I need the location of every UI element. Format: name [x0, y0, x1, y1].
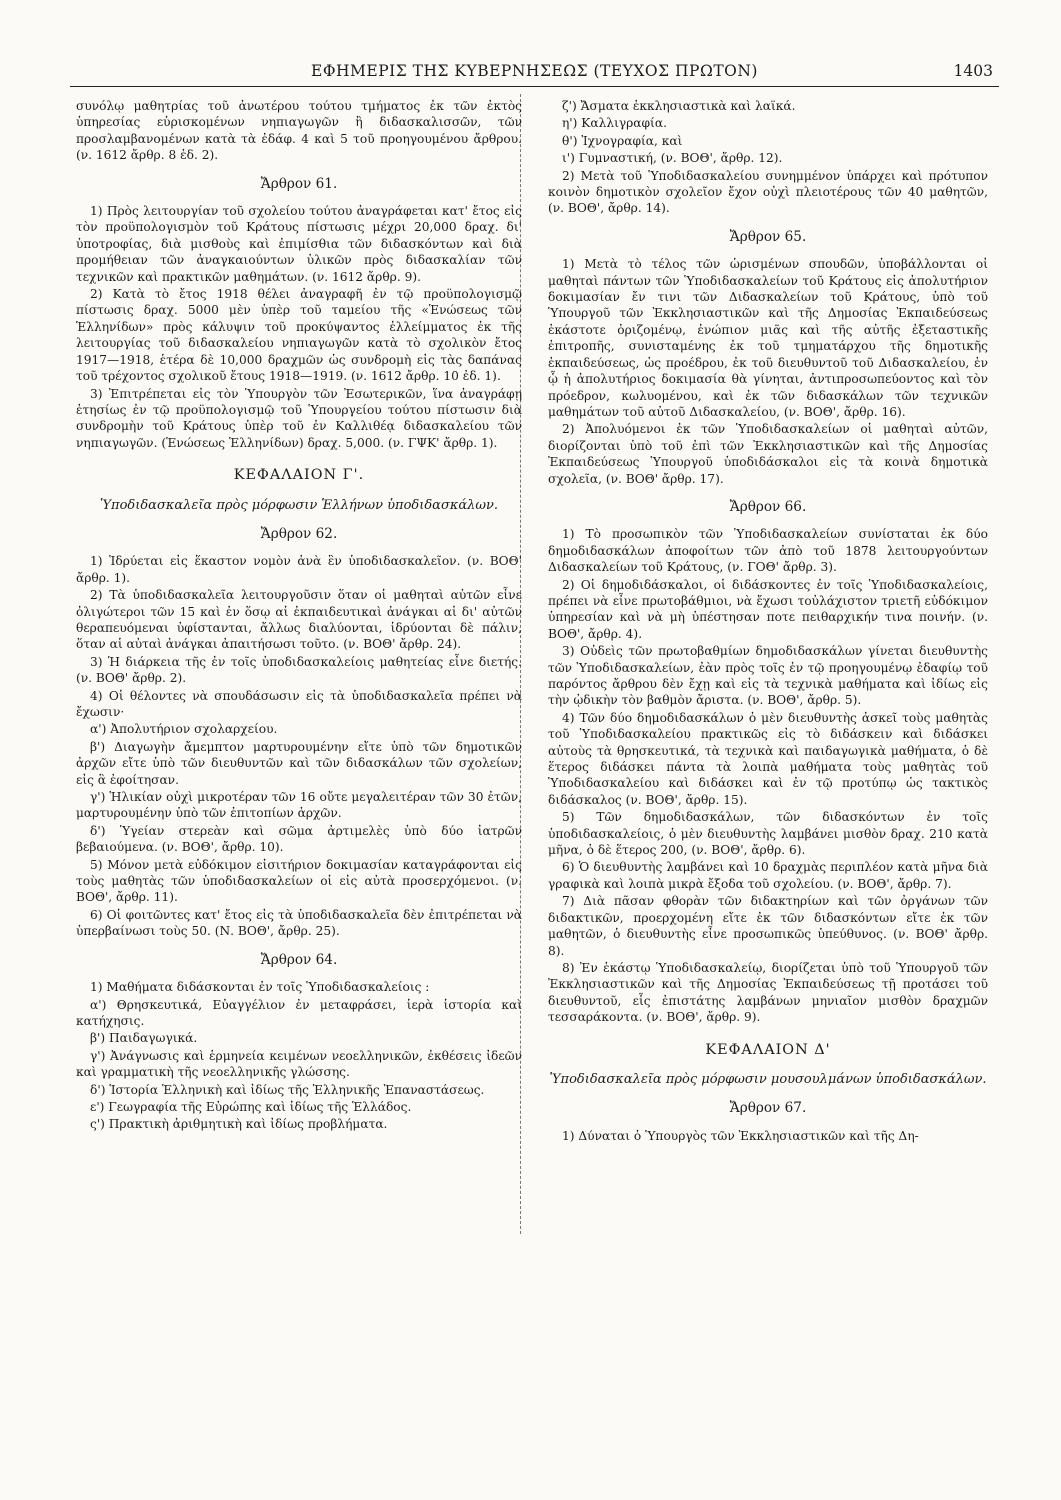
list-item: γ') Ἀνάγνωσις καὶ ἑρμηνεία κειμένων νεοελληνικῶν, ἐκθέσεις ἰδεῶν καὶ γραμματικὴ τῆς νεοελληνικῆς γλώσσης.: [76, 1048, 522, 1080]
article-heading: Ἄρθρον 61.: [260, 175, 338, 192]
paragraph: 3) Ἡ διάρκεια τῆς ἐν τοῖς ὑποδιδασκαλείοις μαθητείας εἶνε διετής. (ν. ΒΟΘ' ἄρθρ. 2).: [76, 654, 522, 686]
list-item: ζ') Ἄσματα ἐκκλησιαστικὰ καὶ λαϊκά.: [562, 99, 796, 113]
paragraph: 1) Μετὰ τὸ τέλος τῶν ὡρισμένων σπουδῶν, ὑποβάλλονται οἱ μαθηταὶ πάντων τῶν Ὑποδιδασκαλείων τοῦ Κράτους εἰς ἀπολυτήριον δοκιμασίαν ἔν τινι τῶν Διδασκαλείων τοῦ Κράτους, ὑπὸ τοῦ Ὑπουργοῦ τῶν Ἐκκλησιαστικῶν καὶ τῆς Δημοσίας Ἐκπαιδεύσεως ἑκάστοτε ὁριζομένῳ, ἐνώπιον μιᾶς καὶ τῆς αὐτῆς ἐξεταστικῆς ἐπιτροπῆς, συνισταμένης ἐκ τοῦ τμηματάρχου τῆς δημοτικῆς ἐκπαιδεύσεως, ὡς προέδρου, ἐκ τοῦ διευθυντοῦ τοῦ Διδασκαλείου, ἐν ᾧ ἡ ἀπολυτήριος δοκιμασία θὰ γίνηται, ἀντιπροσωπεύοντος καὶ τὸν πρόεδρον, κωλυομένου, καὶ ἐκ τῶν διδασκάλων τῶν τεχνικῶν μαθημάτων τοῦ αὐτοῦ Διδασκαλείου, (ν. ΒΟΘ', ἄρθρ. 16).: [548, 257, 988, 419]
list-item: α') Ἀπολυτήριον σχολαρχείου.: [90, 722, 278, 737]
paragraph: 3) Ἐπιτρέπεται εἰς τὸν Ὑπουργὸν τῶν Ἐσωτερικῶν, ἵνα ἀναγράφῃ ἐτησίως ἐν τῷ προϋπολογισμῷ τοῦ Ὑπουργείου τούτου πίστωσιν διὰ συνδρομὴν τοῦ Κράτους ὑπὲρ τοῦ ἐν Καλλιθέᾳ διδασκαλείου τῶν νηπιαγωγῶν. (Ἑνώσεως Ἑλληνίδων) δραχ. 5,000. (ν. ΓΨΚ' ἄρθρ. 1).: [76, 386, 522, 450]
paragraph: 4) Οἱ θέλοντες νὰ σπουδάσωσιν εἰς τὰ ὑποδιδασκαλεῖα πρέπει νὰ ἔχωσιν·: [76, 688, 522, 719]
paragraph: 1) Δύναται ὁ Ὑπουργὸς τῶν Ἐκκλησιαστικῶν καὶ τῆς Δη-: [562, 1128, 919, 1143]
paragraph: 3) Οὐδεὶς τῶν πρωτοβαθμίων δημοδιδασκάλων γίνεται διευθυντὴς τῶν Ὑποδιδασκαλείων, ἐὰν πρὸς τοῖς ἐν τῷ προηγουμένῳ ἐδαφίῳ τοῦ παρόντος ἄρθρου δὲν ἔχῃ καὶ εἰς τὰ τεχνικὰ μαθήματα καὶ ἰδίως εἰς τὴν ᾠδικὴν τὸν βαθμὸν ἄριστα. (ν. ΒΟΘ', ἄρθρ. 5).: [548, 644, 988, 708]
paragraph: 4) Τῶν δύο δημοδιδασκάλων ὁ μὲν διευθυντὴς ἀσκεῖ τοὺς μαθητὰς τοῦ Ὑποδιδασκαλείου πρακτικῶς εἰς τὸ διδάσκειν καὶ διδάσκει αὐτοὺς τὰ θρησκευτικά, τὰ τεχνικὰ καὶ παιδαγωγικὰ μαθήματα, ὁ δὲ ἕτερος διδάσκει πάντα τὰ λοιπὰ μαθήματα τοὺς μαθητὰς τοῦ Ὑποδιδασκαλείου καὶ διδάσκει καὶ ἐν τῷ προτύπῳ ὡς τακτικὸς διδάσκαλος (ν. ΒΟΘ', ἄρθρ. 15).: [548, 710, 988, 807]
chapter-subtitle: Ὑποδιδασκαλεῖα πρὸς μόρφωσιν μουσουλμάνων ὑποδιδασκάλων.: [549, 1071, 987, 1087]
paragraph: 6) Οἱ φοιτῶντες κατ' ἔτος εἰς τὰ ὑποδιδασκαλεῖα δὲν ἐπιτρέπεται νὰ ὑπερβαίνωσι τοὺς 50. (Ν. ΒΟΘ', ἄρθρ. 25).: [76, 907, 522, 939]
chapter-heading: ΚΕΦΑΛΑΙΟΝ Γ'.: [233, 467, 365, 484]
paragraph: 1) Ἱδρύεται εἰς ἕκαστον νομὸν ἀνὰ ἓν ὑποδιδασκαλεῖον. (ν. ΒΟΘ' ἄρθρ. 1).: [76, 554, 522, 585]
list-item: δ') Ὑγείαν στερεὰν καὶ σῶμα ἀρτιμελὲς ὑπὸ δύο ἰατρῶν βεβαιούμενα. (ν. ΒΟΘ', ἄρθρ. 10).: [76, 823, 522, 855]
paragraph: 2) Μετὰ τοῦ Ὑποδιδασκαλείου συνημμένον ὑπάρχει καὶ πρότυπον κοινὸν δημοτικὸν σχολεῖον ἔχον οὐχὶ πλειοτέρους τῶν 40 μαθητῶν, (ν. ΒΟΘ', ἄρθρ. 14).: [548, 168, 988, 216]
article-heading: Ἄρθρον 65.: [729, 228, 807, 245]
paragraph: συνόλῳ μαθητρίας τοῦ ἀνωτέρου τούτου τμήματος ἐκ τῶν ἐκτὸς ὑπηρεσίας εὑρισκομένων νηπιαγωγῶν ἢ διδασκαλισσῶν, τῶν προσλαμβανομένων κατὰ τὰ ἐδάφ. 4 καὶ 5 τοῦ προηγουμένου ἄρθρου. (ν. 1612 ἄρθρ. 8 ἐδ. 2).: [76, 99, 522, 163]
paragraph: 2) Τὰ ὑποδιδασκαλεῖα λειτουργοῦσιν ὅταν οἱ μαθηταὶ αὐτῶν εἶνε ὀλιγώτεροι τῶν 15 καὶ ἐν ὅσῳ αἱ ἐκπαιδευτικαὶ ἀνάγκαι αἱ δι' αὐτῶν θεραπευόμεναι ὑφίστανται, ἄλλως διαλύονται, ἱδρύονται δὲ πάλιν, ὅταν αἱ αὐταὶ ἀνάγκαι ἀπαιτήσωσι τοῦτο. (ν. ΒΟΘ' ἄρθρ. 24).: [76, 588, 522, 652]
list-item: α') Θρησκευτικά, Εὐαγγέλιον ἐν μεταφράσει, ἱερὰ ἱστορία καὶ κατήχησις.: [76, 997, 522, 1028]
list-item: γ') Ἡλικίαν οὐχὶ μικροτέραν τῶν 16 οὔτε μεγαλειτέραν τῶν 30 ἐτῶν, μαρτυρουμένην ὑπὸ τῶν ἐπιτοπίων ἀρχῶν.: [76, 790, 522, 821]
paragraph: 5) Τῶν δημοδιδασκάλων, τῶν διδασκόντων ἐν τοῖς ὑποδιδασκαλείοις, ὁ μὲν διευθυντὴς λαμβάνει μισθὸν δραχ. 210 κατὰ μῆνα, ὁ δὲ ἕτερος 200, (ν. ΒΟΘ', ἄρθρ. 6).: [548, 810, 988, 858]
gazette-title: ΕΦΗΜΕΡΙΣ ΤΗΣ ΚΥΒΕΡΝΗΣΕΩΣ (ΤΕΥΧΟΣ ΠΡΩΤΟΝ): [311, 62, 758, 80]
paragraph: 2) Κατὰ τὸ ἔτος 1918 θέλει ἀναγραφῆ ἐν τῷ προϋπολογισμῷ πίστωσις δραχ. 5000 μὲν ὑπὲρ τοῦ ταμείου τῆς «Ἑνώσεως τῶν Ἑλληνίδων» πρὸς κάλυψιν τοῦ προκύψαντος ἐλλείμματος ἐκ τῆς λειτουργίας τοῦ διδασκαλείου νηπιαγωγῶν κατὰ τὸ σχολικὸν ἔτος 1917—1918, ἑτέρα δὲ 10,000 δραχμῶν ὡς συνδρομὴ εἰς τὰς δαπάνας τοῦ τρέχοντος σχολικοῦ ἔτους 1918—1919. (ν. 1612 ἄρθρ. 10 ἐδ. 1).: [76, 287, 522, 384]
paragraph: 1) Μαθήματα διδάσκονται ἐν τοῖς Ὑποδιδασκαλείοις :: [90, 980, 430, 995]
article-heading: Ἄρθρον 67.: [729, 1100, 807, 1117]
page-number: 1403: [953, 62, 993, 80]
paragraph: 8) Ἐν ἑκάστῳ Ὑποδιδασκαλείῳ, διορίζεται ὑπὸ τοῦ Ὑπουργοῦ τῶν Ἐκκλησιαστικῶν καὶ τῆς Δημοσίας Ἐκπαιδεύσεως τῇ προτάσει τοῦ διευθυντοῦ, εἷς ἐπιστάτης λαμβάνων μηνιαῖον μισθὸν δραχμῶν τεσσαράκοντα. (ν. ΒΟΘ', ἄρθρ. 9).: [548, 960, 988, 1025]
right-column: [548, 98, 988, 1145]
article-heading: Ἄρθρον 64.: [260, 951, 338, 968]
list-item: ς') Πρακτικὴ ἀριθμητικὴ καὶ ἰδίως προβλήματα.: [90, 1117, 388, 1132]
paragraph: 2) Οἱ δημοδιδάσκαλοι, οἱ διδάσκοντες ἐν τοῖς Ὑποδιδασκαλείοις, πρέπει νὰ εἶνε πρωτοβάθμιοι, νὰ ἔχωσι τοὐλάχιστον τριετῆ εὐδόκιμον ὑπηρεσίαν καὶ νὰ μὴ ὑπέστησαν ποτε πειθαρχικήν τινα ποινήν. (ν. ΒΟΘ', ἄρθρ. 4).: [548, 577, 988, 641]
paragraph: 5) Μόνον μετὰ εὐδόκιμον εἰσιτήριον δοκιμασίαν καταγράφονται εἰς τοὺς μαθητὰς τῶν ὑποδιδασκαλείων οἱ εἰς αὐτὰ προσερχόμενοι. (ν. ΒΟΘ', ἄρθρ. 11).: [76, 857, 522, 905]
article-heading: Ἄρθρον 62.: [260, 525, 338, 542]
paragraph: 1) Τὸ προσωπικὸν τῶν Ὑποδιδασκαλείων συνίσταται ἐκ δύο δημοδιδασκάλων ἀποφοίτων τῶν ἀπὸ τοῦ 1878 λειτουργούντων Διδασκαλείων τοῦ Κράτους, (ν. ΓΟΘ' ἄρθρ. 3).: [548, 527, 988, 575]
list-item: η') Καλλιγραφία.: [562, 116, 667, 131]
article-heading: Ἄρθρον 66.: [729, 498, 807, 515]
paragraph: 2) Ἀπολυόμενοι ἐκ τῶν Ὑποδιδασκαλείων οἱ μαθηταὶ αὐτῶν, διορίζονται ὑπὸ τοῦ ἐπὶ τῶν Ἐκκλησιαστικῶν καὶ τῆς Δημοσίας Ἐκπαιδεύσεως Ὑπουργοῦ ὑποδιδάσκαλοι εἰς τὰ κοινὰ δημοτικὰ σχολεῖα, (ν. ΒΟΘ' ἄρθρ. 17).: [548, 422, 988, 486]
list-item: θ') Ἰχνογραφία, καὶ: [562, 133, 683, 148]
list-item: β') Διαγωγὴν ἄμεμπτον μαρτυρουμένην εἴτε ὑπὸ τῶν δημοτικῶν ἀρχῶν εἴτε ὑπὸ τῶν διευθυντῶν καὶ τῶν διδασκάλων τῶν σχολείων, εἰς ἃ ἐφοίτησαν.: [76, 739, 522, 787]
list-item: β') Παιδαγωγικά.: [90, 1031, 198, 1046]
chapter-subtitle: Ὑποδιδασκαλεῖα πρὸς μόρφωσιν Ἑλλήνων ὑποδιδασκάλων.: [99, 497, 498, 513]
left-column: [76, 98, 522, 1134]
list-item: ε') Γεωγραφία τῆς Εὐρώπης καὶ ἰδίως τῆς Ἑλλάδος.: [90, 1099, 412, 1114]
paragraph: 1) Πρὸς λειτουργίαν τοῦ σχολείου τούτου ἀναγράφεται κατ' ἔτος εἰς τὸν προϋπολογισμὸν τοῦ Κράτους πίστωσις μέχρι 20,000 δραχ. δι' ὑποτροφίας, διὰ μισθοὺς καὶ ἐπιμίσθια τῶν διδασκόντων καὶ διὰ προμήθειαν τῶν ἀναγκαιούντων ὑλικῶν πρὸς διδασκαλίαν τῶν τεχνικῶν καὶ πρακτικῶν μαθημάτων. (ν. 1612 ἄρθρ. 9).: [76, 204, 522, 284]
page-header: [70, 60, 999, 87]
chapter-heading: ΚΕΦΑΛΑΙΟΝ Δ': [705, 1041, 831, 1058]
list-item: ι') Γυμναστική, (ν. ΒΟΘ', ἄρθρ. 12).: [562, 151, 783, 166]
paragraph: 6) Ὁ διευθυντὴς λαμβάνει καὶ 10 δραχμὰς περιπλέον κατὰ μῆνα διὰ γραφικὰ καὶ λοιπὰ μικρὰ ἔξοδα τοῦ σχολείου. (ν. ΒΟΘ', ἄρθρ. 7).: [548, 860, 988, 891]
paragraph: 7) Διὰ πᾶσαν φθορὰν τῶν διδακτηρίων καὶ τῶν ὀργάνων τῶν διδακτικῶν, προερχομένη εἴτε ἐκ τῶν διδασκόντων εἴτε ἐκ τῶν μαθητῶν, ὁ διευθυντὴς εἶνε προσωπικῶς ὑπεύθυνος. (ν. ΒΟΘ' ἄρθρ. 8).: [548, 894, 988, 958]
list-item: δ') Ἱστορία Ἑλληνικὴ καὶ ἰδίως τῆς Ἑλληνικῆς Ἐπαναστάσεως.: [90, 1082, 485, 1097]
